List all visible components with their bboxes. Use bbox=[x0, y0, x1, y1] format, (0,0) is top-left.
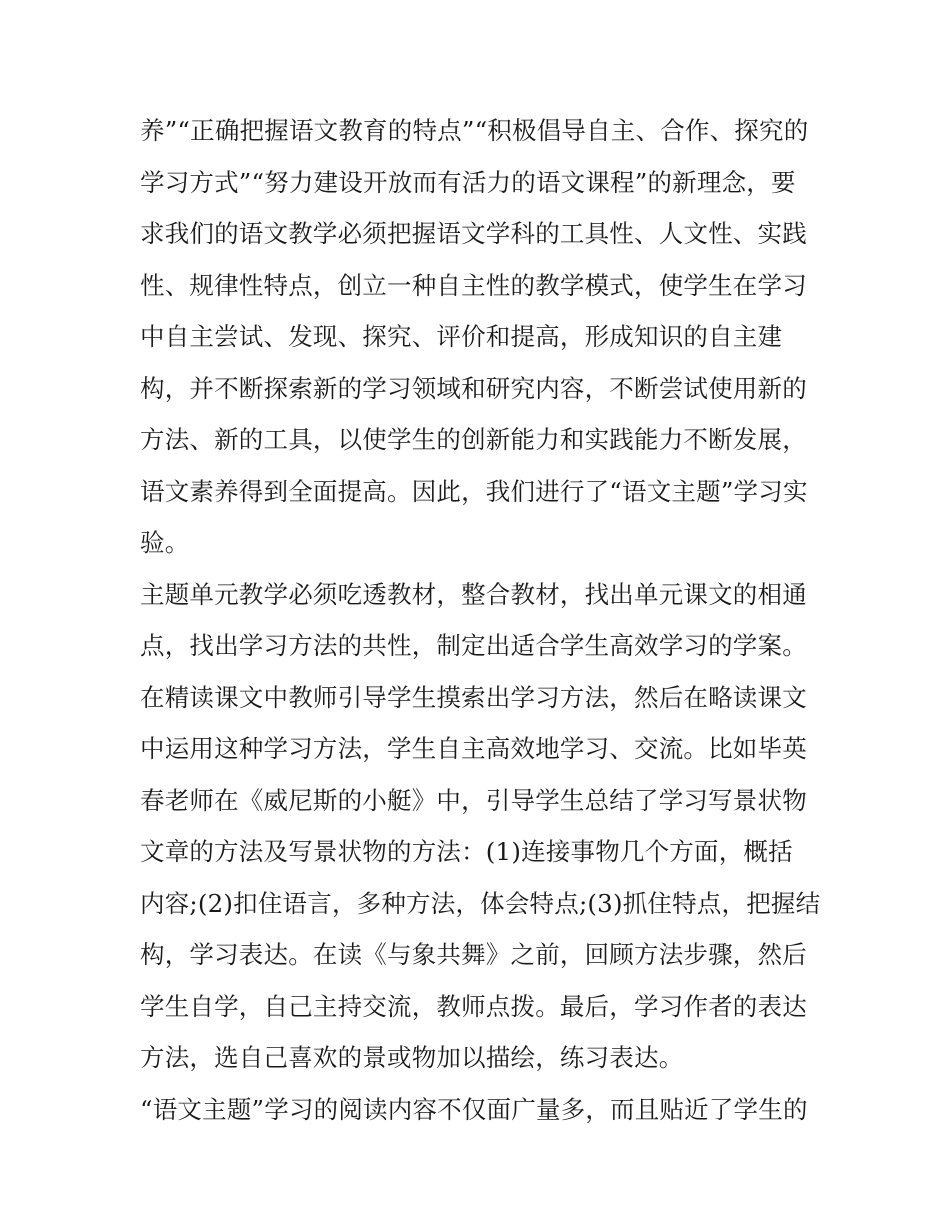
text-line: 构，学习表达。在读《与象共舞》之前，回顾方法步骤，然后 bbox=[140, 940, 807, 969]
text-line: 方法、新的工具，以使学生的创新能力和实践能力不断发展， bbox=[140, 425, 807, 454]
text-line: 中自主尝试、发现、探究、评价和提高，形成知识的自主建 bbox=[140, 322, 783, 351]
text-line: 主题单元教学必须吃透教材，整合教材，找出单元课文的相通 bbox=[140, 579, 807, 609]
text-line: 在精读课文中教师引导学生摸索出学习方法，然后在略读课文 bbox=[140, 682, 807, 712]
text-line: “语文主题”学习的阅读内容不仅面广量多，而且贴近了学生的 bbox=[140, 1094, 808, 1124]
text-line: 养”“正确把握语文教育的特点”“积极倡导自主、合作、探究的 bbox=[140, 116, 809, 145]
text-line: 验。 bbox=[140, 528, 190, 557]
text-line: 求我们的语文教学必须把握语文学科的工具性、人文性、实践 bbox=[140, 219, 807, 248]
text-line: 春老师在《威尼斯的小艇》中，引导学生总结了学习写景状物 bbox=[140, 785, 807, 815]
text-line: 内容;(2)扣住语言，多种方法，体会特点;(3)抓住特点，把握结 bbox=[140, 888, 821, 918]
text-line: 文章的方法及写景状物的方法：(1)连接事物几个方面，概括 bbox=[140, 837, 793, 866]
text-line: 学习方式”“努力建设开放而有活力的语文课程”的新理念，要 bbox=[140, 167, 796, 197]
text-line: 中运用这种学习方法，学生自主高效地学习、交流。比如毕英 bbox=[140, 734, 807, 763]
body-text bbox=[140, 105, 820, 1135]
text-line: 学生自学，自己主持交流，教师点拨。最后，学习作者的表达 bbox=[140, 991, 807, 1021]
text-line: 方法，选自己喜欢的景或物加以描绘，练习表达。 bbox=[140, 1043, 684, 1072]
text-line: 语文素养得到全面提高。因此，我们进行了“语文主题”学习实 bbox=[140, 476, 808, 506]
text-line: 性、规律性特点，创立一种自主性的教学模式，使学生在学习 bbox=[140, 270, 807, 300]
text-line: 点，找出学习方法的共性，制定出适合学生高效学习的学案。 bbox=[140, 631, 807, 660]
text-line: 构，并不断探索新的学习领域和研究内容，不断尝试使用新的 bbox=[140, 373, 807, 403]
